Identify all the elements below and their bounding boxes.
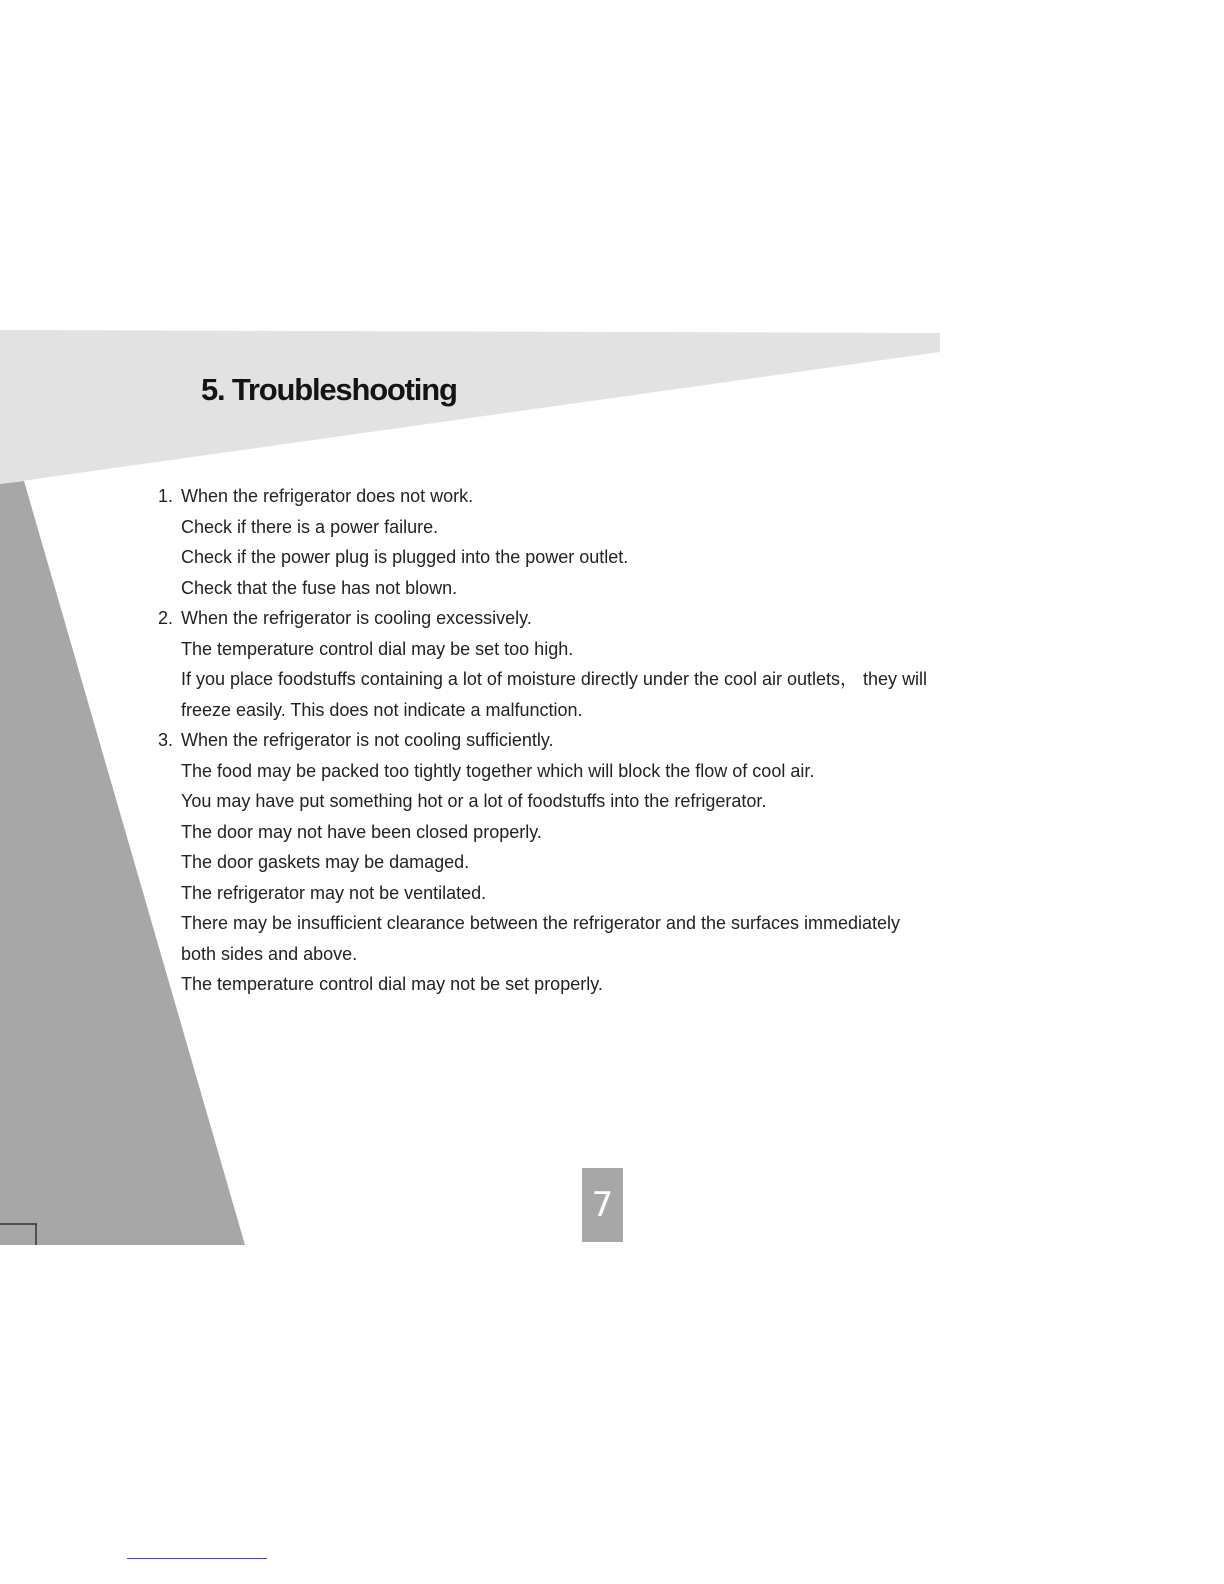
item-heading (158, 725, 1058, 756)
item-number: 3. (158, 730, 174, 750)
item-heading-text: When the refrigerator does not work. (181, 486, 474, 506)
item-detail: The refrigerator may not be ventilated. (181, 882, 487, 903)
item-number: 2. (158, 608, 174, 628)
item-detail: freeze easily. This does not indicate a malfunction. (181, 699, 583, 720)
item-detail: Check that the fuse has not blown. (181, 577, 458, 598)
item-detail: The temperature control dial may be set too high. (181, 638, 574, 659)
troubleshooting-list (158, 481, 1058, 1000)
bottom-rule (127, 1558, 267, 1559)
item-detail: You may have put something hot or a lot of foodstuffs into the refrigerator. (181, 791, 767, 811)
list-item (158, 603, 1058, 725)
item-detail: If you place foodstuffs containing a lot of moisture directly under the cool air outlets， they will (181, 669, 928, 689)
page-number-badge (582, 1168, 623, 1242)
item-detail: Check if there is a power failure. (181, 516, 439, 537)
header-banner-shape (0, 330, 940, 484)
item-detail: The temperature control dial may not be set properly. (181, 974, 603, 994)
item-heading (158, 603, 1058, 634)
section-title: 5. Troubleshooting (201, 372, 457, 407)
list-item (158, 481, 1058, 603)
page-number: 7 (591, 1185, 614, 1225)
item-number: 1. (158, 486, 174, 506)
list-item (158, 725, 1058, 1000)
item-heading-text: When the refrigerator is not cooling sufficiently. (181, 730, 554, 750)
item-heading (158, 481, 1058, 512)
item-detail: There may be insufficient clearance between the refrigerator and the surfaces immediately (181, 913, 901, 933)
item-detail: The food may be packed too tightly together which will block the flow of cool air. (181, 760, 815, 781)
item-heading-text: When the refrigerator is cooling excessively. (181, 608, 532, 628)
item-detail: both sides and above. (181, 943, 358, 964)
item-detail: Check if the power plug is plugged into the power outlet. (181, 547, 629, 567)
item-detail: The door may not have been closed properly. (181, 821, 542, 842)
item-detail: The door gaskets may be damaged. (181, 852, 470, 872)
